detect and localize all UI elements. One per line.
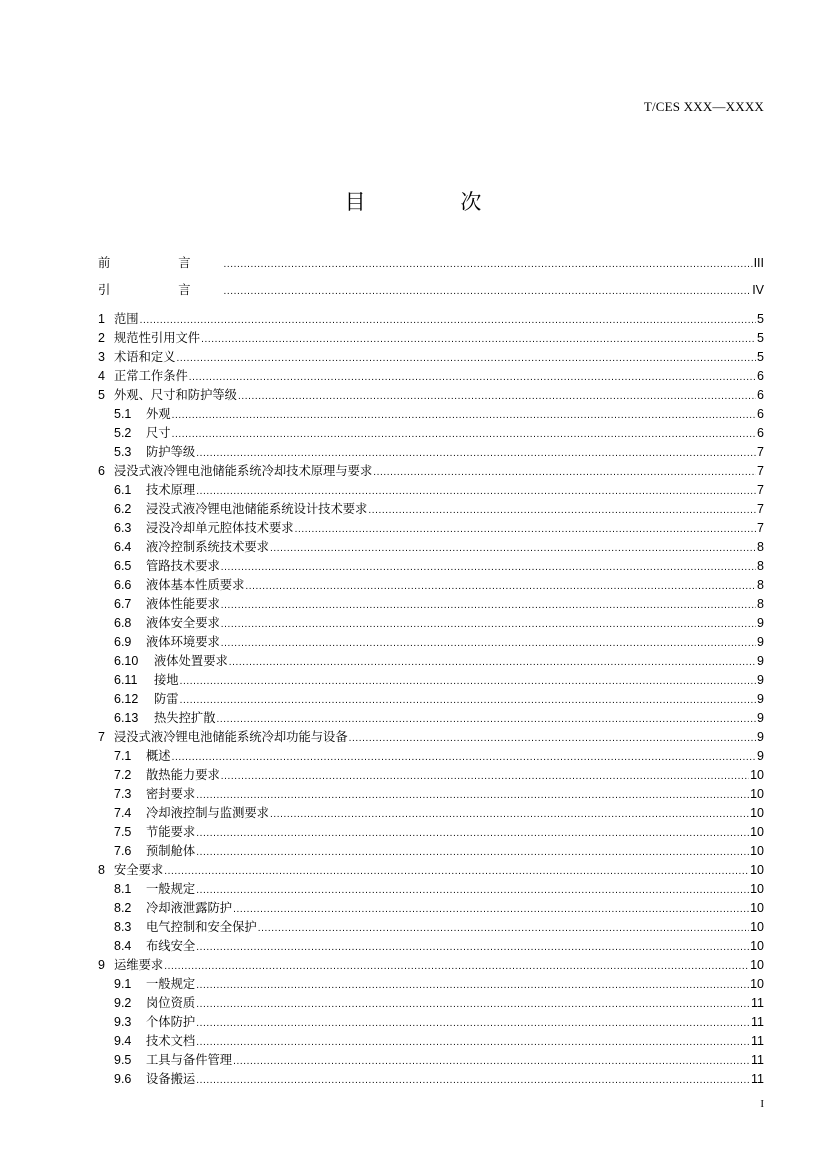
toc-entry-number: 6.8 [114,616,132,630]
toc-entry-number: 9.2 [114,996,132,1010]
toc-entry-title: 管路技术要求 [146,559,220,573]
dot-leader [270,805,749,824]
dot-leader [295,520,756,539]
toc-entry-page: 10 [750,863,764,877]
toc-chapter-entry[interactable] [98,956,764,975]
dot-leader [196,843,749,862]
dot-leader [177,349,757,368]
toc-entry-number: 8.3 [114,920,132,934]
toc-entry-title: 电气控制和安全保护 [146,920,257,934]
toc-entry-title: 浸没冷却单元腔体技术要求 [146,521,294,535]
toc-section-entry[interactable] [98,937,764,956]
toc-entry-title: 防雷 [154,692,179,706]
toc-entry-number: 3 [98,350,105,364]
toc-entry-title: 外观 [146,407,171,421]
toc-entry-page: 9 [757,749,764,763]
toc-entry-page: 10 [750,844,764,858]
toc-entry-title: 预制舱体 [146,844,196,858]
toc-entry-title: 节能要求 [146,825,196,839]
dot-leader [196,938,749,957]
toc-entry-number: 7.2 [114,768,132,782]
toc-section-entry[interactable] [98,994,764,1013]
toc-entry-page: 9 [757,635,764,649]
dot-leader [196,1071,750,1090]
toc-entry-number: 7.1 [114,749,132,763]
toc-entry-number: 7.6 [114,844,132,858]
toc-entry-page: 10 [750,939,764,953]
toc-entry-page: 10 [750,901,764,915]
dot-leader [164,862,749,881]
toc-section-entry[interactable] [98,481,764,500]
toc-entry-title: 浸没式液冷锂电池储能系统设计技术要求 [146,502,368,516]
toc-entry-page: 9 [757,673,764,687]
toc-section-entry[interactable] [98,899,764,918]
toc-entry-title: 前 言 [98,256,223,270]
toc-entry-number: 6.3 [114,521,132,535]
dot-leader [201,330,756,349]
toc-section-entry[interactable] [98,576,764,595]
toc-entry-page: IV [752,283,764,297]
toc-section-entry[interactable] [98,1070,764,1089]
toc-entry-title: 个体防护 [146,1015,196,1029]
toc-entry-page: 11 [751,1053,764,1067]
toc-entry-number: 7.4 [114,806,132,820]
dot-leader [196,786,749,805]
toc-section-entry[interactable] [98,709,764,728]
toc-entry-title: 一般规定 [146,882,196,896]
toc-entry-number: 5.1 [114,407,132,421]
toc-entry-number: 6.11 [114,673,138,687]
toc-entry-page: 8 [757,597,764,611]
toc-entry-page: 10 [750,958,764,972]
toc-entry-page: 7 [757,521,764,535]
toc-entry-title: 尺寸 [146,426,171,440]
toc-entry-title: 范围 [114,312,139,326]
toc-section-entry[interactable] [98,405,764,424]
toc-entry-title: 外观、尺寸和防护等级 [114,388,237,402]
dot-leader [224,255,753,275]
toc-entry-page: 7 [757,483,764,497]
page-number: I [760,1098,764,1110]
toc-entry-page: III [753,256,764,270]
toc-entry-number: 2 [98,331,105,345]
dot-leader [233,900,749,919]
toc-section-entry[interactable] [98,557,764,576]
toc-entry-number: 6.13 [114,711,139,725]
toc-entry-page: 11 [751,1015,764,1029]
toc-entry-number: 6.5 [114,559,132,573]
toc-entry-title: 冷却液泄露防护 [146,901,233,915]
dot-leader [349,729,756,748]
dot-leader [180,672,756,691]
toc-entry-title: 防护等级 [146,445,196,459]
dot-leader [217,710,757,729]
toc-section-entry[interactable] [98,538,764,557]
toc-entry-title: 浸没式液冷锂电池储能系统冷却技术原理与要求 [114,464,373,478]
toc-section-entry[interactable] [98,424,764,443]
toc-section-entry[interactable] [98,519,764,538]
toc-entry-number: 6 [98,464,105,478]
toc-chapter-entry[interactable] [98,728,764,747]
toc-chapter-entry[interactable] [98,462,764,481]
toc-entry-page: 5 [757,350,764,364]
dot-leader [164,957,749,976]
table-of-contents [98,253,764,1089]
dot-leader [258,919,749,938]
toc-entry-number: 7 [98,730,105,744]
toc-entry-page: 7 [757,464,764,478]
toc-entry-number: 6.6 [114,578,132,592]
toc-entry-page: 9 [757,730,764,744]
dot-leader [189,368,756,387]
toc-entry-number: 9.3 [114,1015,132,1029]
toc-section-entry[interactable] [98,1051,764,1070]
toc-entry-title: 工具与备件管理 [146,1053,233,1067]
toc-section-entry[interactable] [98,671,764,690]
toc-section-entry[interactable] [98,766,764,785]
toc-section-entry[interactable] [98,804,764,823]
dot-leader [140,311,756,330]
toc-entry-number: 8 [98,863,105,877]
toc-entry-page: 9 [757,692,764,706]
toc-entry-page: 6 [757,388,764,402]
toc-entry-title: 运维要求 [114,958,164,972]
toc-entry-page: 6 [757,407,764,421]
toc-entry-number: 5.3 [114,445,132,459]
toc-chapter-entry[interactable] [98,310,764,329]
toc-section-entry[interactable] [98,614,764,633]
dot-leader [221,615,756,634]
toc-entry-page: 9 [757,616,764,630]
toc-entry-page: 10 [750,825,764,839]
dot-leader [196,482,756,501]
dot-leader [221,767,749,786]
toc-entry-number: 6.7 [114,597,132,611]
toc-entry-page: 8 [757,540,764,554]
toc-entry-title: 技术原理 [146,483,196,497]
toc-entry-number: 4 [98,369,105,383]
dot-leader [180,691,756,710]
toc-entry-number: 8.2 [114,901,132,915]
toc-entry-page: 6 [757,369,764,383]
toc-entry-title: 液体环境要求 [146,635,220,649]
dot-leader [196,444,756,463]
toc-section-entry[interactable] [98,443,764,462]
toc-entry-number: 9.5 [114,1053,132,1067]
toc-section-entry[interactable] [98,918,764,937]
toc-entry-page: 11 [751,1072,764,1086]
toc-chapter-entry[interactable] [98,367,764,386]
dot-leader [229,653,756,672]
toc-entry-page: 10 [750,806,764,820]
toc-entry-number: 9 [98,958,105,972]
toc-chapter-entry[interactable] [98,386,764,405]
toc-section-entry[interactable] [98,842,764,861]
dot-leader [172,406,756,425]
dot-leader [270,539,756,558]
dot-leader [196,995,750,1014]
dot-leader [373,463,756,482]
toc-section-entry[interactable] [98,747,764,766]
toc-title: 目 次 [344,190,526,214]
toc-entry-page: 8 [757,578,764,592]
toc-entry-page: 6 [757,426,764,440]
toc-entry-page: 10 [750,977,764,991]
dot-leader [368,501,756,520]
dot-leader [224,282,752,302]
toc-section-entry[interactable] [98,652,764,671]
toc-entry-title: 液冷控制系统技术要求 [146,540,269,554]
toc-entry-title: 液体处置要求 [154,654,228,668]
document-id: T/CES XXX—XXXX [643,99,764,114]
toc-entry-number: 6.2 [114,502,132,516]
toc-entry-title: 术语和定义 [114,350,176,364]
toc-entry-number: 7.3 [114,787,132,801]
toc-section-entry[interactable] [98,975,764,994]
toc-front-matter-entry[interactable] [98,253,764,280]
toc-entry-page: 11 [751,1034,764,1048]
toc-entry-number: 8.4 [114,939,132,953]
toc-entry-number: 9.4 [114,1034,132,1048]
dot-leader [196,1033,750,1052]
dot-leader [238,387,756,406]
toc-entry-page: 8 [757,559,764,573]
dot-leader [196,1014,750,1033]
toc-section-entry[interactable] [98,500,764,519]
toc-section-entry[interactable] [98,690,764,709]
toc-entry-page: 10 [750,920,764,934]
toc-entry-title: 密封要求 [146,787,196,801]
toc-entry-title: 液体安全要求 [146,616,220,630]
toc-entry-title: 一般规定 [146,977,196,991]
toc-section-entry[interactable] [98,633,764,652]
toc-entry-number: 6.1 [114,483,132,497]
toc-chapter-entry[interactable] [98,861,764,880]
toc-entry-title: 布线安全 [146,939,196,953]
toc-entry-number: 9.6 [114,1072,132,1086]
toc-section-entry[interactable] [98,595,764,614]
toc-section-entry[interactable] [98,823,764,842]
toc-section-entry[interactable] [98,785,764,804]
dot-leader [196,881,749,900]
dot-leader [221,558,756,577]
toc-entry-title: 设备搬运 [146,1072,196,1086]
toc-entry-title: 规范性引用文件 [114,331,201,345]
toc-entry-title: 安全要求 [114,863,164,877]
toc-entry-page: 10 [750,768,764,782]
toc-chapter-entry[interactable] [98,329,764,348]
toc-entry-number: 7.5 [114,825,132,839]
toc-entry-title: 液体性能要求 [146,597,220,611]
toc-entry-number: 5.2 [114,426,132,440]
toc-entry-title: 引 言 [98,283,223,297]
toc-entry-page: 7 [757,445,764,459]
toc-entry-number: 1 [98,312,105,326]
toc-section-entry[interactable] [98,1013,764,1032]
toc-entry-number: 6.12 [114,692,139,706]
toc-entry-page: 10 [750,882,764,896]
toc-entry-title: 接地 [154,673,179,687]
toc-entry-number: 6.4 [114,540,132,554]
toc-entry-page: 9 [757,654,764,668]
toc-entry-page: 5 [757,312,764,326]
toc-entry-title: 岗位资质 [146,996,196,1010]
dot-leader [233,1052,750,1071]
toc-entry-number: 6.9 [114,635,132,649]
toc-chapter-entry[interactable] [98,348,764,367]
toc-entry-page: 11 [751,996,764,1010]
toc-entry-number: 8.1 [114,882,132,896]
toc-entry-page: 10 [750,787,764,801]
dot-leader [196,824,749,843]
toc-section-entry[interactable] [98,1032,764,1051]
dot-leader [221,596,756,615]
toc-entry-page: 9 [757,711,764,725]
toc-entry-number: 6.10 [114,654,139,668]
toc-entry-title: 热失控扩散 [154,711,216,725]
toc-entry-title: 散热能力要求 [146,768,220,782]
toc-entry-title: 冷却液控制与监测要求 [146,806,269,820]
toc-section-entry[interactable] [98,880,764,899]
dot-leader [172,748,756,767]
dot-leader [196,976,749,995]
toc-entry-title: 液体基本性质要求 [146,578,245,592]
toc-entry-title: 浸没式液冷锂电池储能系统冷却功能与设备 [114,730,348,744]
dot-leader [245,577,756,596]
toc-entry-number: 9.1 [114,977,132,991]
toc-entry-title: 正常工作条件 [114,369,188,383]
toc-entry-page: 7 [757,502,764,516]
toc-front-matter-entry[interactable] [98,280,764,310]
toc-entry-page: 5 [757,331,764,345]
toc-entry-title: 概述 [146,749,171,763]
dot-leader [172,425,756,444]
toc-entry-title: 技术文档 [146,1034,196,1048]
toc-entry-number: 5 [98,388,105,402]
dot-leader [221,634,756,653]
